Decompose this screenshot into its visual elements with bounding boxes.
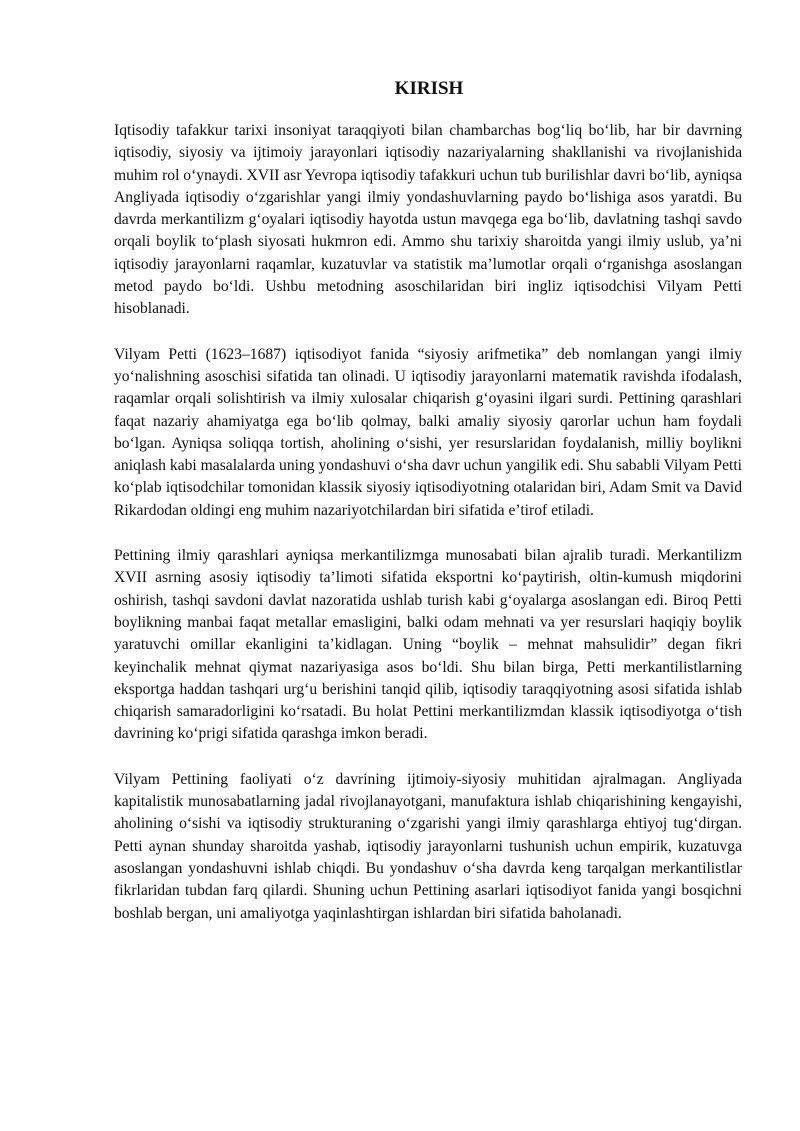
paragraph-3: Pettining ilmiy qarashlari ayniqsa merkantilizmga munosabati bilan ajralib turadi. Merkantilizm XVII asrning asosiy iqtisodiy ta’limoti sifatida eksportni ko‘paytirish, oltin-kumush miqdorini oshirish, tashqi savdoni davlat nazoratida ushlab turish kabi g‘oyalarga asoslangan edi. Biroq Petti boylikning manbai faqat metallar emasligini, balki odam mehnati va yer resurslari haqiqiy boylik yaratuvchi omillar ekanligini ta’kidlagan. Uning “boylik – mehnat mahsulidir” degan fikri keyinchalik mehnat qiymat nazariyasiga asos bo‘ldi. Shu bilan birga, Petti merkantilistlarning eksportga haddan tashqari urg‘u berishini tanqid qilib, iqtisodiy taraqqiyotning asosi sifatida ishlab chiqarish samaradorligini ko‘rsatadi. Bu holat Pettini merkantilizmdan klassik iqtisodiyotga o‘tish davrining ko‘prigi sifatida qarashga imkon beradi. [114,547,742,743]
page-title: KIRISH [394,78,464,99]
paragraph-2: Vilyam Petti (1623–1687) iqtisodiyot fanida “siyosiy arifmetika” deb nomlangan yangi ilmiy yo‘nalishning asoschisi sifatida tan olinadi. U iqtisodiy jarayonlarni matematik ravishda ifodalash, raqamlar orqali solishtirish va ilmiy xulosalar chiqarish g‘oyasini ilgari surdi. Pettining qarashlari faqat nazariy ahamiyatga ega bo‘lib qolmay, balki amaliy siyosiy qarorlar uchun ham foydali bo‘lgan. Ayniqsa soliqqa tortish, aholining o‘sishi, yer resurslaridan foydalanish, milliy boylikni aniqlash kabi masalalarda uning yondashuvi o‘sha davr uchun yangilik edi. Shu sababli Vilyam Petti ko‘plab iqtisodchilar tomonidan klassik siyosiy iqtisodiyotning otalaridan biri, Adam Smit va David Rikardodan oldingi eng muhim nazariyotchilardan biri sifatida e’tirof etiladi. [114,345,742,519]
paragraph-1: Iqtisodiy tafakkur tarixi insoniyat taraqqiyoti bilan chambarchas bog‘liq bo‘lib, har bir davrning iqtisodiy, siyosiy va ijtimoiy jarayonlari iqtisodiy nazariyalarning shakllanishi va rivojlanishida muhim rol o‘ynaydi. XVII asr Yevropa iqtisodiy tafakkuri uchun tub burilishlar davri bo‘lib, ayniqsa Angliyada iqtisodiy o‘zgarishlar yangi ilmiy yondashuvlarning paydo bo‘lishiga asos yaratdi. Bu davrda merkantilizm g‘oyalari iqtisodiy hayotda ustun mavqega ega bo‘lib, davlatning tashqi savdo orqali boylik to‘plash siyosati hukmron edi. Ammo shu tarixiy sharoitda yangi ilmiy uslub, ya’ni iqtisodiy jarayonlarni raqamlar, kuzatuvlar va statistik ma’lumotlar orqali o‘rganishga asoslangan metod paydo bo‘ldi. Ushbu metodning asoschilaridan biri ingliz iqtisodchisi Vilyam Petti hisoblanadi. [114,122,742,318]
document-body [114,120,742,948]
paragraph-4: Vilyam Pettining faoliyati o‘z davrining ijtimoiy-siyosiy muhitidan ajralmagan. Angliyada kapitalistik munosabatlarning jadal rivojlanayotgani, manufaktura ishlab chiqarishining kengayishi, aholining o‘sishi va iqtisodiy strukturaning o‘zgarishi yangi ilmiy qarashlarga ehtiyoj tug‘dirgan. Petti aynan shunday sharoitda yashab, iqtisodiy jarayonlarni tushunish uchun empirik, kuzatuvga asoslangan yondashuvni ishlab chiqdi. Bu yondashuv o‘sha davrda keng tarqalgan merkantilistlar fikrlaridan tubdan farq qilardi. Shuning uchun Pettining asarlari iqtisodiyot fanida yangi bosqichni boshlab bergan, uni amaliyotga yaqinlashtirgan ishlardan biri sifatida baholanadi. [114,770,742,922]
